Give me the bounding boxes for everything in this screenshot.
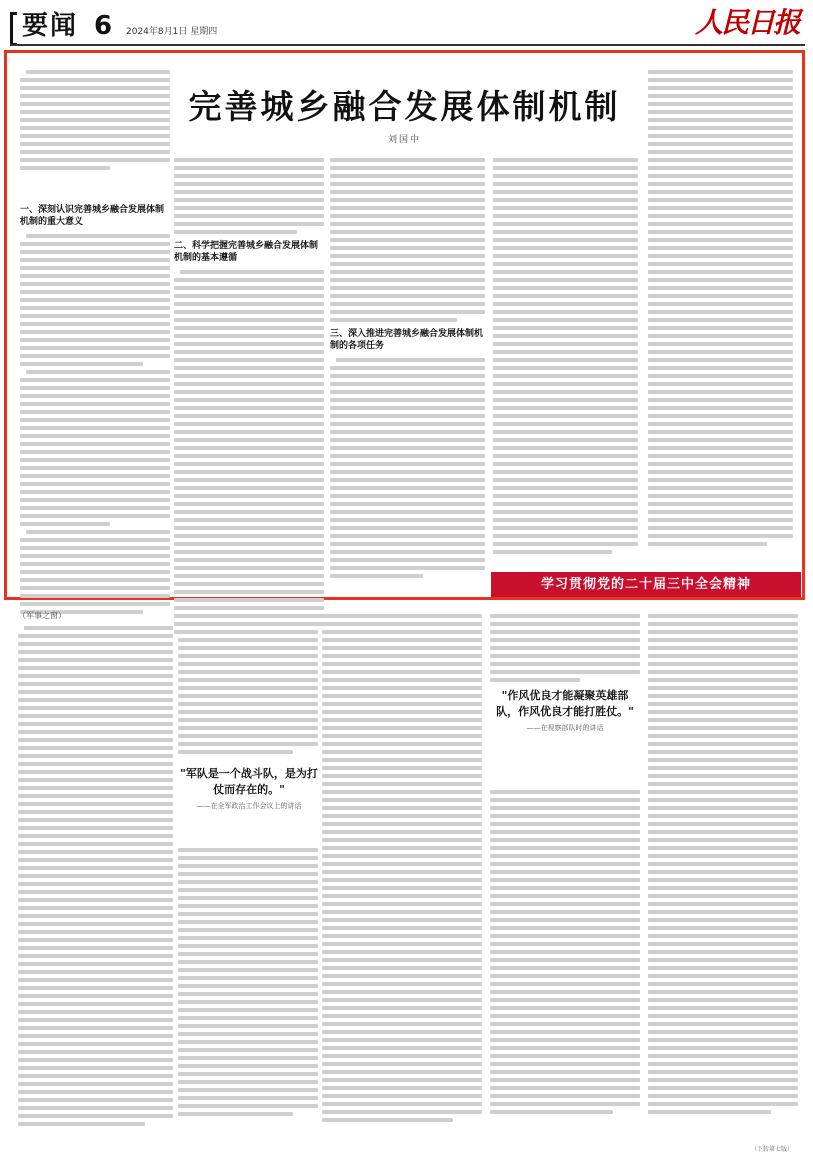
pull-quote-2-source: ——在视察部队时的讲话 [526,724,604,732]
subheading-2: 二、科学把握完善城乡融合发展体制机制的基本遵循 [174,241,319,263]
lower-column-1 [18,626,173,1130]
pull-quote-1-source: ——在全军政治工作会议上的讲话 [196,802,302,810]
pull-quote-1-text: "军队是一个战斗队，是为打仗而存在的。" [180,767,318,796]
lower-column-2b [178,848,318,1120]
newspaper-masthead: 人民日报 [694,6,799,39]
subheading-1: 一、深刻认识完善城乡融合发展体制机制的重大意义 [20,205,165,227]
feature-column-1 [20,70,170,174]
lower-column-4a [490,614,640,686]
section-bracket [10,12,17,46]
page-header [0,0,813,44]
lower-column-4b [490,790,640,1118]
feature-column-3 [330,158,485,582]
pull-quote-1 [180,766,318,811]
page-number: 6 [94,11,113,41]
pull-quote-2-text: "作风优良才能凝聚英雄部队，作风优良才能打胜仗。" [496,689,634,718]
article-author: 刘国中 [387,135,421,145]
feature-column-1b [20,198,170,618]
lower-column-5 [648,614,798,1118]
subheading-3: 三、深入推进完善城乡融合发展体制机制的各项任务 [330,329,484,351]
series-banner-text: 学习贯彻党的二十届三中全会精神 [540,577,751,592]
header-rule [10,44,805,46]
pull-quote-2 [494,688,636,733]
lower-column-head: （军事之窗） [18,611,66,620]
feature-column-5 [648,70,793,550]
lower-column-2a [178,614,318,758]
article-title: 完善城乡融合发展体制机制 [188,87,621,126]
feature-column-4 [493,158,638,558]
issue-date: 2024年8月1日 星期四 [126,27,218,37]
continuation-note: （下转第七版） [750,1146,793,1153]
lower-column-3 [322,614,482,1126]
section-name: 要闻 [22,11,79,41]
series-banner [491,572,801,597]
feature-column-2 [174,158,324,638]
